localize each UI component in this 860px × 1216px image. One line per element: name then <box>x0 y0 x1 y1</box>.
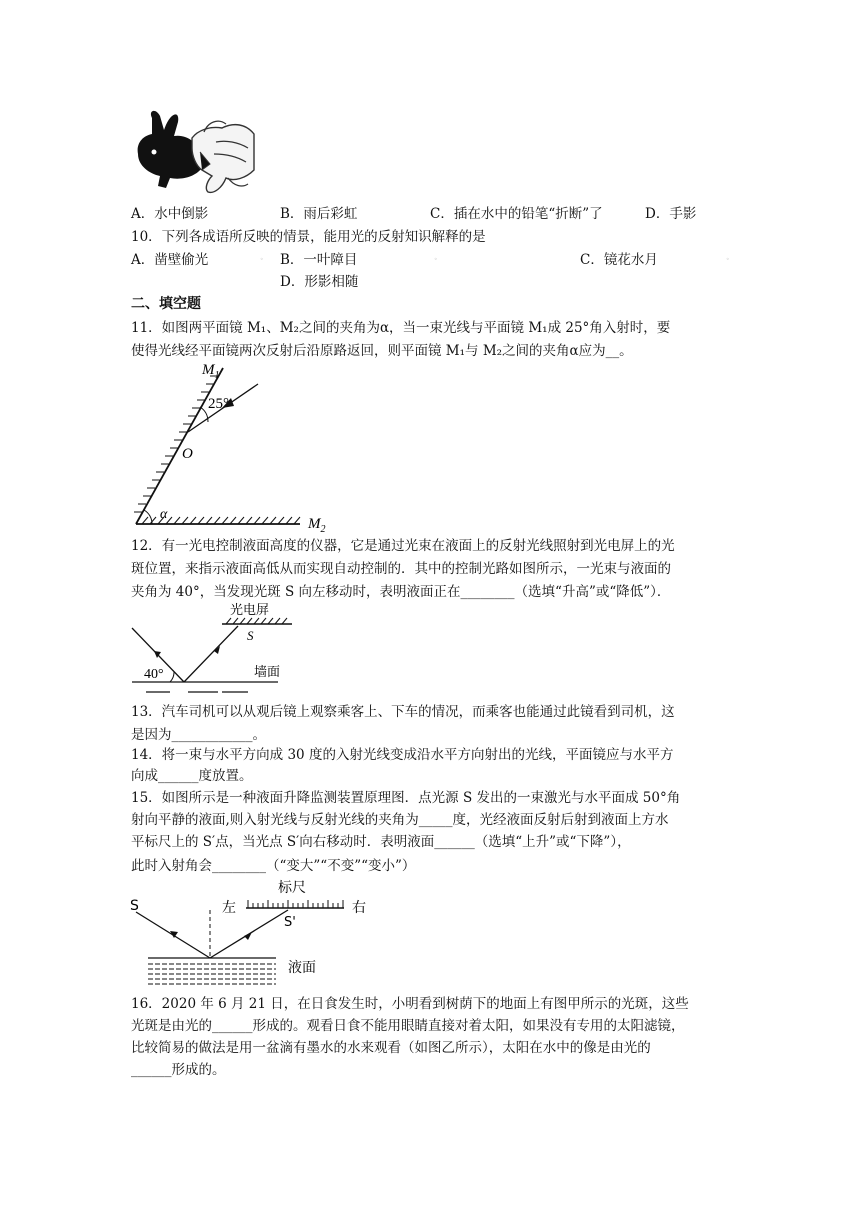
q15-scale-label: 标尺 <box>278 880 306 896</box>
q11-line-1: 11．如图两平面镜 M₁、M₂之间的夹角为α，当一束光线与平面镜 M₁成 25°角入射时，要 <box>131 320 671 336</box>
q10-option-b: B．一叶障目 <box>280 252 358 268</box>
q15-left-label: 左 <box>222 900 236 916</box>
q10-mark-2: ◦ <box>434 256 438 263</box>
q11-m1-label: $M_1$ <box>202 362 220 381</box>
q15-line-1: 15．如图所示是一种液面升降监测装置原理图．点光源 S 发出的一束激光与水平面成 50°角 <box>131 790 681 806</box>
q12-light-diagram <box>128 602 308 698</box>
q10-stem: 10．下列各成语所反映的情景，能用光的反射知识解释的是 <box>131 229 486 245</box>
q15-liquid-label: 液面 <box>288 960 316 976</box>
q10-option-a: A．凿壁偷光 <box>131 252 209 268</box>
q15-line-4: 此时入射角会________（“变大”“不变”“变小”） <box>131 858 416 874</box>
q14-line-2: 向成______度放置。 <box>131 768 253 784</box>
q11-mirror-diagram <box>128 360 338 532</box>
q16-line-1: 16．2020 年 6 月 21 日，在日食发生时，小明看到树荫下的地面上有图甲所示的光斑，这些 <box>131 996 689 1012</box>
q12-wall-label: 墙面 <box>254 665 281 680</box>
q15-line-2: 射向平静的液面,则入射光线与反射光线的夹角为_____度，光经液面反射后射到液面上方水 <box>131 812 669 828</box>
q16-line-2: 光斑是由光的______形成的。观看日食不能用眼睛直接对着太阳，如果没有专用的太阳滤镜， <box>131 1018 685 1034</box>
q12-s-label: S <box>247 628 254 643</box>
q15-right-label: 右 <box>352 900 366 916</box>
q10-mark-1: ◦ <box>260 256 264 263</box>
q10-option-d: D．形影相随 <box>280 274 359 290</box>
q16-line-3: 比较简易的做法是用一盆滴有墨水的水来观看（如图乙所示），太阳在水中的像是由光的 <box>131 1040 651 1056</box>
q12-line-3: 夹角为 40°，当发现光斑 S 向左移动时，表明液面正在________（选填“升高”或“降低”）． <box>131 584 671 600</box>
q11-alpha-label: α <box>160 507 168 522</box>
q16-line-4: ______形成的。 <box>131 1062 226 1078</box>
q11-angle-label: 25° <box>208 396 229 412</box>
q15-line-3: 平标尺上的 S′点，当光点 S′向右移动时．表明液面______（选填“上升”或“下降”）， <box>131 834 631 850</box>
q11-line-2: 使得光线经平面镜两次反射后沿原路返回，则平面镜 M₁与 M₂之间的夹角α应为__。 <box>131 343 633 359</box>
q10-option-c: C．镜花水月 <box>580 252 658 268</box>
q12-line-2: 斑位置，来指示液面高低从而实现自动控制的．其中的控制光路如图所示，一光束与液面的 <box>131 561 671 577</box>
q15-level-diagram <box>126 876 376 988</box>
q12-angle-label: 40° <box>144 667 164 682</box>
hand-shadow-image <box>130 108 258 198</box>
q12-line-1: 12．有一光电控制液面高度的仪器，它是通过光束在液面上的反射光线照射到光电屏上的光 <box>131 538 675 554</box>
q9-option-b: B．雨后彩虹 <box>280 206 358 222</box>
q14-line-1: 14．将一束与水平方向成 30 度的入射光线变成沿水平方向射出的光线，平面镜应与水平方 <box>131 747 674 763</box>
q13-line-2: 是因为____________。 <box>131 727 266 743</box>
q11-m2-label: $M_2$ <box>308 516 326 532</box>
q15-s-prime-label: S' <box>284 915 296 930</box>
q12-screen-label: 光电屏 <box>230 603 270 618</box>
q10-mark-3: ◦ <box>726 256 730 263</box>
q15-s-label: S <box>130 898 139 914</box>
q13-line-1: 13．汽车司机可以从观后镜上观察乘客上、下车的情况，而乘客也能通过此镜看到司机，这 <box>131 704 675 720</box>
q9-option-a: A．水中倒影 <box>131 206 209 222</box>
q11-point-o: O <box>182 446 193 462</box>
q9-option-c: C．插在水中的铅笔“折断”了 <box>430 206 603 222</box>
q9-option-d: D．手影 <box>645 206 697 222</box>
section-title: 二、填空题 <box>131 296 201 312</box>
